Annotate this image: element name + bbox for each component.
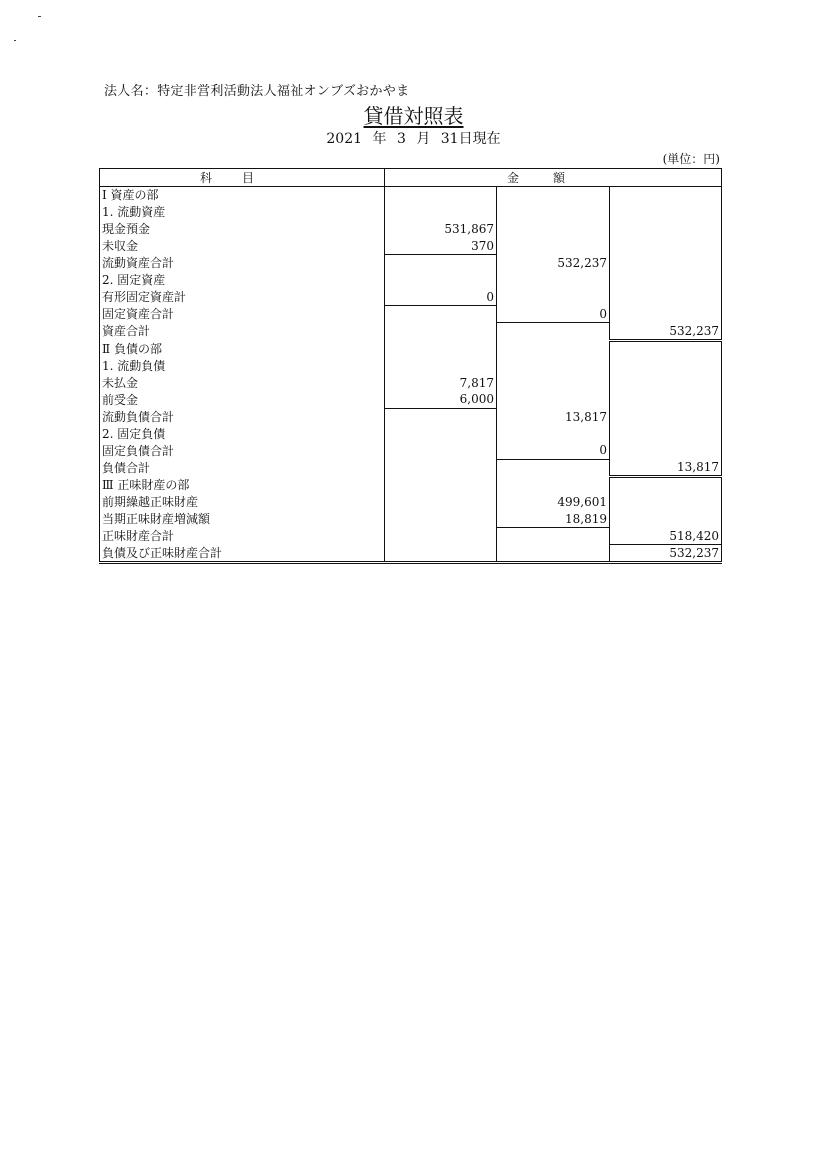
row-amount-a [385,340,497,357]
row-amount-b [497,272,610,289]
row-amount-c: 518,420 [610,528,722,545]
row-amount-a [385,528,497,545]
row-amount-a [385,494,497,511]
row-amount-a [385,323,497,341]
row-item: 流動資産合計 [100,255,385,272]
row-amount-c [610,425,722,442]
table-row [100,204,722,221]
row-item: Ⅲ 正味財産の部 [100,477,385,494]
row-amount-a [385,442,497,459]
row-item: 1. 流動負債 [100,357,385,374]
row-amount-b [497,221,610,238]
row-item: 当期正味財産増減額 [100,511,385,528]
row-amount-b [497,340,610,357]
row-item: 固定負債合計 [100,442,385,459]
row-amount-c [610,221,722,238]
scan-speck [38,16,41,17]
row-amount-c [610,238,722,255]
row-amount-a [385,459,497,477]
row-item: 現金預金 [100,221,385,238]
table-row [100,494,722,511]
row-amount-b: 0 [497,442,610,459]
table-row [100,477,722,494]
row-item: 2. 固定負債 [100,425,385,442]
row-amount-b [497,545,610,563]
row-item: 資産合計 [100,323,385,341]
balance-sheet-table [99,168,722,564]
row-amount-b [497,323,610,341]
table-row [100,272,722,289]
table-row [100,545,722,563]
row-amount-c [610,187,722,204]
row-item: 未払金 [100,374,385,391]
row-amount-c [610,289,722,306]
row-amount-a [385,255,497,272]
row-item: 負債合計 [100,459,385,477]
row-amount-a [385,272,497,289]
row-item: 流動負債合計 [100,408,385,425]
row-amount-b [497,187,610,204]
row-amount-b [497,391,610,408]
row-amount-b [497,459,610,477]
report-date [0,128,827,148]
row-amount-b: 18,819 [497,511,610,528]
row-item: 固定資産合計 [100,306,385,323]
date-month: 3 [396,131,406,147]
row-amount-c [610,340,722,357]
date-day: 31 [440,131,459,147]
row-amount-a [385,357,497,374]
row-amount-c [610,511,722,528]
row-amount-a [385,187,497,204]
row-amount-a [385,306,497,323]
table-row [100,340,722,357]
table-row [100,391,722,408]
row-amount-b [497,425,610,442]
row-amount-b: 0 [497,306,610,323]
scan-speck [14,40,16,41]
table-row [100,442,722,459]
row-item: 有形固定資産計 [100,289,385,306]
date-day-unit: 日現在 [458,131,501,147]
row-item: Ⅱ 負債の部 [100,340,385,357]
table-header-row [100,169,722,187]
table-row [100,374,722,391]
date-year-unit: 年 [372,131,387,147]
row-amount-b [497,528,610,545]
row-amount-b [497,374,610,391]
row-item: 負債及び正味財産合計 [100,545,385,563]
row-amount-a: 7,817 [385,374,497,391]
table-row [100,323,722,341]
currency-unit: (単位：円) [662,152,720,166]
row-item: Ⅰ 資産の部 [100,187,385,204]
table-row [100,459,722,477]
table-row [100,511,722,528]
row-amount-c: 532,237 [610,545,722,563]
row-amount-c [610,255,722,272]
row-amount-c: 13,817 [610,459,722,477]
row-amount-b [497,477,610,494]
table-row [100,255,722,272]
row-amount-a: 0 [385,289,497,306]
row-amount-c [610,272,722,289]
row-amount-b [497,204,610,221]
row-amount-a [385,408,497,425]
row-item: 正味財産合計 [100,528,385,545]
row-amount-c [610,494,722,511]
row-amount-a: 531,867 [385,221,497,238]
table-row [100,425,722,442]
row-item: 前期繰越正味財産 [100,494,385,511]
row-amount-a [385,477,497,494]
organization-line [104,80,409,99]
row-amount-c [610,306,722,323]
organization-name: 特定非営利活動法人福祉オンブズおかやま [157,84,410,99]
row-amount-a: 370 [385,238,497,255]
table-row [100,238,722,255]
row-amount-a [385,204,497,221]
date-year: 2021 [326,131,363,147]
row-amount-b: 532,237 [497,255,610,272]
row-amount-c [610,477,722,494]
row-amount-b [497,357,610,374]
header-amount: 金額 [385,169,722,187]
row-amount-b: 13,817 [497,408,610,425]
row-amount-c [610,408,722,425]
row-item: 1. 流動資産 [100,204,385,221]
row-amount-c [610,357,722,374]
table-row [100,187,722,204]
row-amount-a: 6,000 [385,391,497,408]
table-row [100,289,722,306]
table-row [100,408,722,425]
row-amount-c: 532,237 [610,323,722,341]
date-month-unit: 月 [416,131,431,147]
table-row [100,221,722,238]
row-amount-c [610,204,722,221]
organization-label: 法人名： [104,84,158,99]
row-amount-a [385,425,497,442]
row-amount-c [610,442,722,459]
row-amount-b [497,238,610,255]
header-item: 科目 [100,169,385,187]
table-row [100,528,722,545]
row-amount-a [385,545,497,563]
row-item: 前受金 [100,391,385,408]
row-amount-a [385,511,497,528]
document-title: 貸借対照表 [363,104,464,128]
row-amount-b: 499,601 [497,494,610,511]
row-item: 2. 固定資産 [100,272,385,289]
table-row [100,357,722,374]
table-row [100,306,722,323]
row-amount-c [610,374,722,391]
row-amount-c [610,391,722,408]
row-amount-b [497,289,610,306]
row-item: 未収金 [100,238,385,255]
